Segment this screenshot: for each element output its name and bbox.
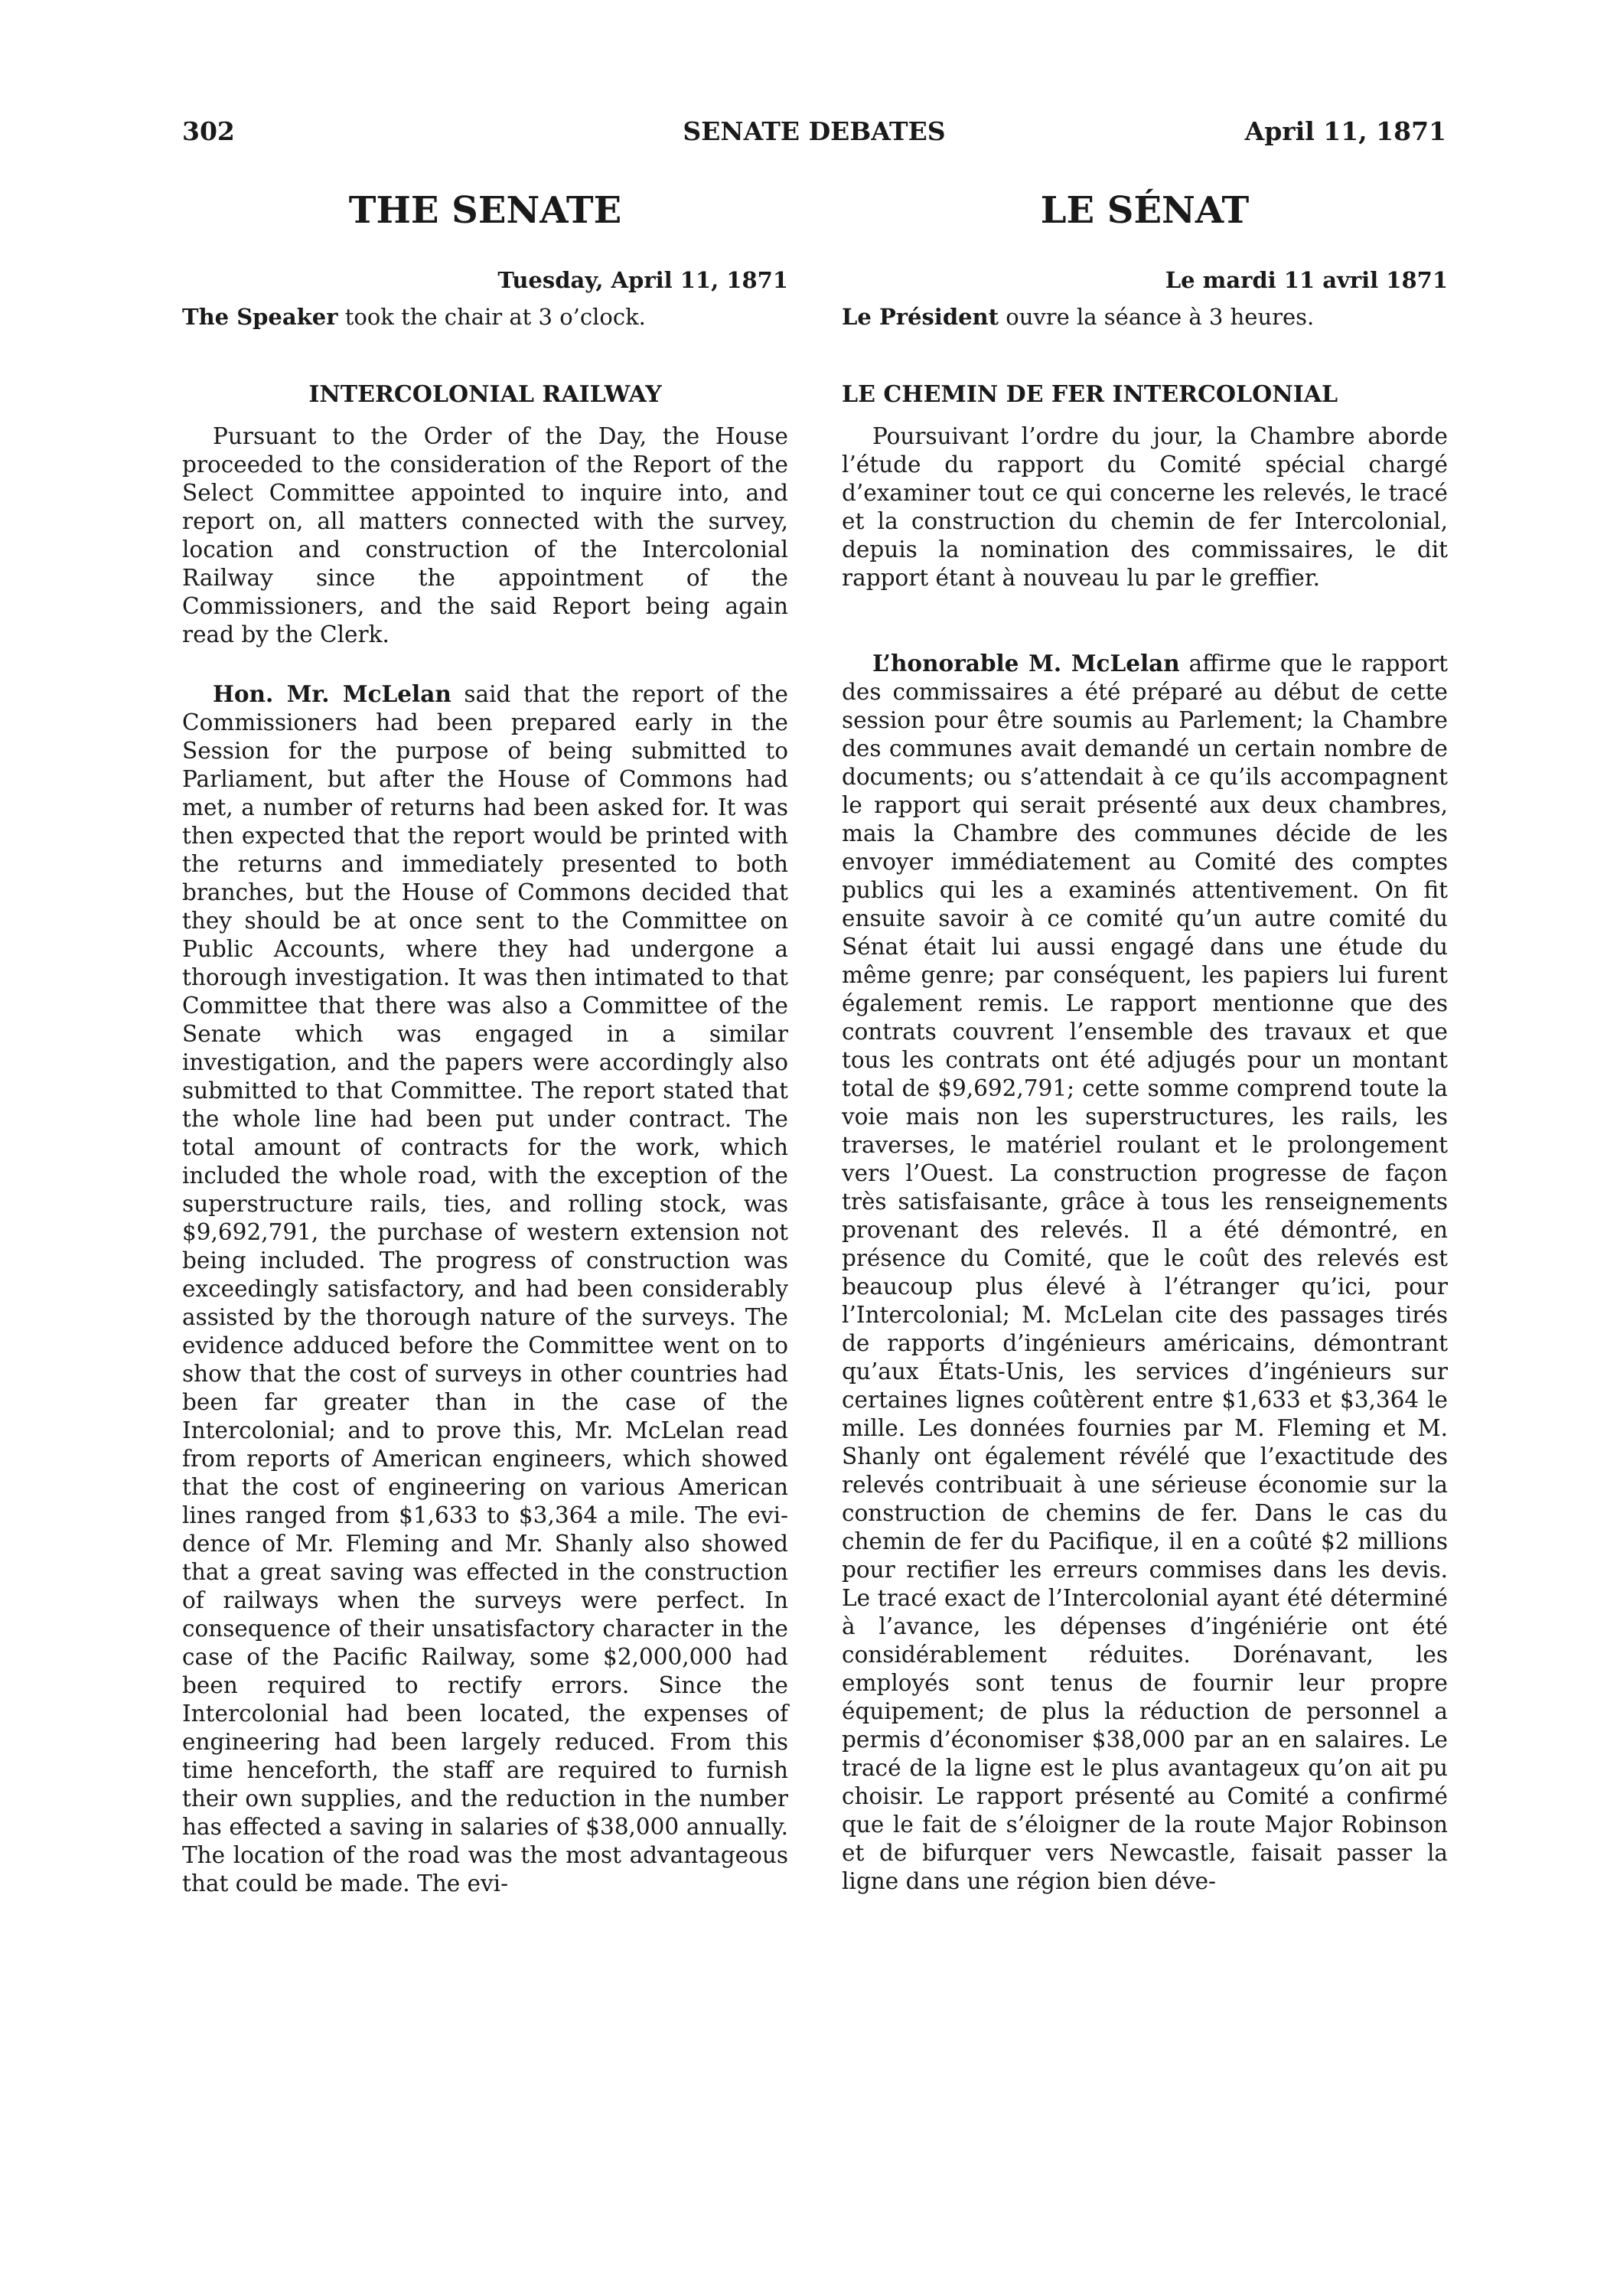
french-title: LE SÉNAT [1040, 189, 1250, 232]
french-speaker-text: ouvre la séance à 3 heures. [999, 304, 1315, 330]
french-order-paragraph: Poursuivant l’ordre du jour, la Chambre aborde l’étude du rapport du Comité spécial chargé d’examiner tout ce qui concerne les relevés, le tracé et la construction du chemin de fer Intercolonial, depuis la nomination des commissaires, le dit rapport étant à nouveau lu par le greffier. [842, 423, 1448, 591]
french-speaker-line [842, 297, 1448, 337]
french-dateline: Le mardi 11 avril 1871 [1165, 267, 1448, 293]
english-dateline: Tuesday, April 11, 1871 [497, 267, 788, 293]
english-speech-speaker: Hon. Mr. McLelan [213, 680, 451, 707]
page-header [182, 116, 1446, 159]
french-speech-paragraph [842, 649, 1448, 1896]
french-speech-speaker: L’honorable M. McLelan [872, 650, 1180, 677]
english-order-paragraph: Pursuant to the Order of the Day, the House proceeded to the consideration of the Report of the Select Committee appointed to inquire into, and report on, all matters connected with the survey, location and construction of the Intercolonial Railway since the appointment of the Commissioners, and the said Report being again read by the Clerk. [182, 423, 788, 647]
english-speaker-text: took the chair at 3 o’clock. [337, 304, 646, 330]
page-number: 302 [182, 116, 235, 146]
english-column [182, 184, 788, 1898]
english-section-heading: INTERCOLONIAL RAILWAY [308, 381, 662, 408]
english-title: THE SENATE [348, 189, 622, 232]
running-title: SENATE DEBATES [683, 116, 946, 146]
english-speaker-name: The Speaker [182, 304, 338, 330]
english-speaker-line [182, 297, 788, 337]
english-speech-text: said that the report of the Commissioners had been prepared early in the Session for the purpose of being submitted to Parliament, but after the House of Commons had met, a number of returns had been asked for. It was then expected that the report would be printed with the returns and immediately presented to both branches, but the House of Commons decided that they should be at once sent to the Committee on Public Accounts, where they had undergone a thorough investigation. It was then intimated to that Committee that there was also a Committee of the Senate which was engaged in a similar investigation, and the papers were accordingly also submitted to that Committee. The report stated that the whole line had been put under contract. The total amount of contracts for the work, which included the whole road, with the exception of the superstructure rails, ties, and rolling stock, was $9,692,791, the purchase of western extension not being included. The progress of construction was exceedingly satisfactory, and had been considerably assisted by the thorough nature of the surveys. The evidence adduced before the Committee went on to show that the cost of surveys in other countries had been far greater than in the case of the Intercolonial; and to prove this, Mr. McLelan read from reports of American engineers, which showed that the cost of engineering on various American lines ranged from $1,633 to $3,364 a mile. The evidence of Mr. Fleming and Mr. Shanly also showed that a great saving was effected in the construction of railways when the surveys were perfect. In consequence of their unsatisfactory character in the case of the Pacific Railway, some $2,000,000 had been required to rectify errors. Since the Intercolonial had been located, the expenses of engineering had been largely reduced. From this time henceforth, the staff are required to furnish their own supplies, and the reduction in the number has effected a saving in salaries of $38,000 annually. The location of the road was the most advantageous that could be made. The evi- [182, 681, 788, 1896]
french-section-heading: LE CHEMIN DE FER INTERCOLONIAL [842, 381, 1338, 408]
french-speech-text: affirme que le rapport des commissaires a été préparé au début de cette session pour être soumis au Parlement; la Chambre des communes avait demandé un certain nombre de documents; ou s’attendait à ce qu’ils accompagnent le rapport qui serait présenté aux deux chambres, mais la Chambre des communes décide de les envoyer immédiatement au Comité des comptes publics qui les a examinés attentivement. On fit ensuite savoir à ce comité qu’un autre comité du Sénat était lui aussi engagé dans une étude du même genre; par conséquent, les papiers lui furent également remis. Le rapport mentionne que des contrats couvrent l’ensemble des travaux et que tous les contrats ont été adjugés pour un montant total de $9,692,791; cette somme comprend toute la voie mais non les superstructures, les rails, les traverses, le matériel roulant et le prolongement vers l’Ouest. La construction progresse de façon très satisfaisante, grâce à tous les renseignements provenant des relevés. Il a été démontré, en présence du Comité, que le coût des relevés est beaucoup plus élevé à l’étranger qu’ici, pour l’Intercolonial; M. McLelan cite des passages tirés de rapports d’ingénieurs américains, démontrant qu’aux États-Unis, les services d’ingénieurs sur certaines lignes coûtèrent entre $1,633 et $3,364 le mille. Les données fournies par M. Fleming et M. Shanly ont également révélé que l’exactitude des relevés contribuait à une sérieuse économie sur la construction de chemins de fer. Dans le cas du chemin de fer du Pacifique, il en a coûté $2 millions pour rectifier les erreurs commises dans les devis. Le tracé exact de l’Intercolonial ayant été déterminé à l’avance, les dépenses d’ingéniérie ont été considérablement réduites. Dorénavant, les employés sont tenus de fournir leur propre équipement; de plus la réduction de personnel a permis d’économiser $38,000 par an en salaires. Le tracé de la ligne est le plus avantageux qu’on ait pu choisir. Le rapport présenté au Comité a confirmé que le fait de s’éloigner de la route Major Robinson et de bifurquer vers Newcastle, faisait passer la ligne dans une région bien déve- [842, 651, 1448, 1894]
french-column [842, 184, 1448, 1896]
header-date: April 11, 1871 [1244, 116, 1446, 146]
french-speaker-name: Le Président [842, 304, 999, 330]
english-speech-paragraph [182, 680, 788, 1898]
